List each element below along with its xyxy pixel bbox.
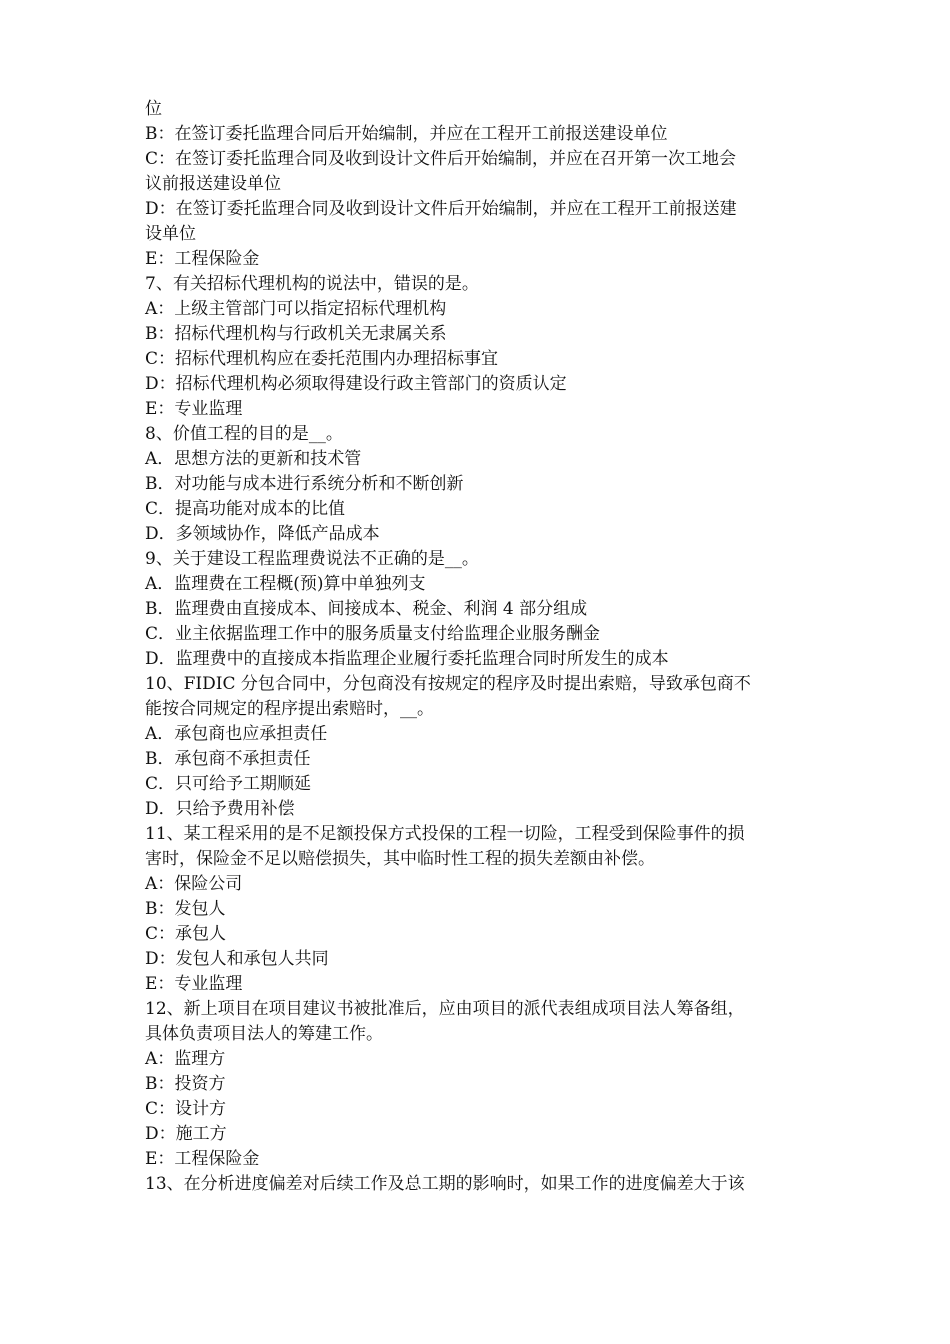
- option-line: D：招标代理机构必须取得建设行政主管部门的资质认定: [145, 374, 567, 394]
- option-line: B：在签订委托监理合同后开始编制，并应在工程开工前报送建设单位: [145, 124, 668, 144]
- option-line: B：投资方: [145, 1074, 226, 1094]
- text-line: 害时，保险金不足以赔偿损失，其中临时性工程的损失差额由补偿。: [145, 849, 655, 869]
- option-line: A：监理方: [145, 1049, 226, 1069]
- option-line: B：招标代理机构与行政机关无隶属关系: [145, 324, 447, 344]
- question-line: 9、关于建设工程监理费说法不正确的是__。: [145, 549, 479, 569]
- option-line: E：专业监理: [145, 399, 243, 419]
- option-line: A：上级主管部门可以指定招标代理机构: [145, 299, 447, 319]
- option-line: A：保险公司: [145, 874, 243, 894]
- option-line: B：发包人: [145, 899, 226, 919]
- option-line: E：工程保险金: [145, 1149, 260, 1169]
- option-line: E：工程保险金: [145, 249, 260, 269]
- question-line: 12、新上项目在项目建议书被批准后，应由项目的派代表组成项目法人筹备组，: [145, 999, 745, 1019]
- question-line: 11、某工程采用的是不足额投保方式投保的工程一切险，工程受到保险事件的损: [145, 824, 745, 844]
- option-line: C：承包人: [145, 924, 227, 944]
- option-line: C．只可给予工期顺延: [145, 774, 312, 794]
- option-line: C：在签订委托监理合同及收到设计文件后开始编制，并应在召开第一次工地会: [145, 149, 737, 169]
- option-line: A．承包商也应承担责任: [145, 724, 328, 744]
- option-line: A．思想方法的更新和技术管: [145, 449, 362, 469]
- question-line: 7、有关招标代理机构的说法中，错误的是。: [145, 274, 479, 294]
- option-line: D：在签订委托监理合同及收到设计文件后开始编制，并应在工程开工前报送建: [145, 199, 737, 219]
- option-line: D：发包人和承包人共同: [145, 949, 329, 969]
- text-line: 具体负责项目法人的筹建工作。: [145, 1024, 383, 1044]
- text-line: 位: [145, 99, 162, 119]
- question-line: 13、在分析进度偏差对后续工作及总工期的影响时，如果工作的进度偏差大于该: [145, 1174, 745, 1194]
- question-line: 10、FIDIC 分包合同中，分包商没有按规定的程序及时提出索赔，导致承包商不: [145, 674, 751, 694]
- option-line: B．承包商不承担责任: [145, 749, 311, 769]
- option-line: C．业主依据监理工作中的服务质量支付给监理企业服务酬金: [145, 624, 601, 644]
- option-line: D：施工方: [145, 1124, 227, 1144]
- option-line: A．监理费在工程概(预)算中单独列支: [145, 574, 426, 594]
- text-line: 议前报送建设单位: [145, 174, 281, 194]
- text-line: 能按合同规定的程序提出索赔时，__。: [145, 699, 434, 719]
- text-line: 设单位: [145, 224, 196, 244]
- option-line: C：招标代理机构应在委托范围内办理招标事宜: [145, 349, 499, 369]
- option-line: D．只给予费用补偿: [145, 799, 295, 819]
- option-line: D．多领域协作，降低产品成本: [145, 524, 380, 544]
- option-line: C．提高功能对成本的比值: [145, 499, 346, 519]
- option-line: B．对功能与成本进行系统分析和不断创新: [145, 474, 464, 494]
- option-line: C：设计方: [145, 1099, 227, 1119]
- document-page: [145, 97, 810, 1197]
- question-line: 8、价值工程的目的是__。: [145, 424, 343, 444]
- option-line: D．监理费中的直接成本指监理企业履行委托监理合同时所发生的成本: [145, 649, 669, 669]
- option-line: B．监理费由直接成本、间接成本、税金、利润 4 部分组成: [145, 599, 588, 619]
- option-line: E：专业监理: [145, 974, 243, 994]
